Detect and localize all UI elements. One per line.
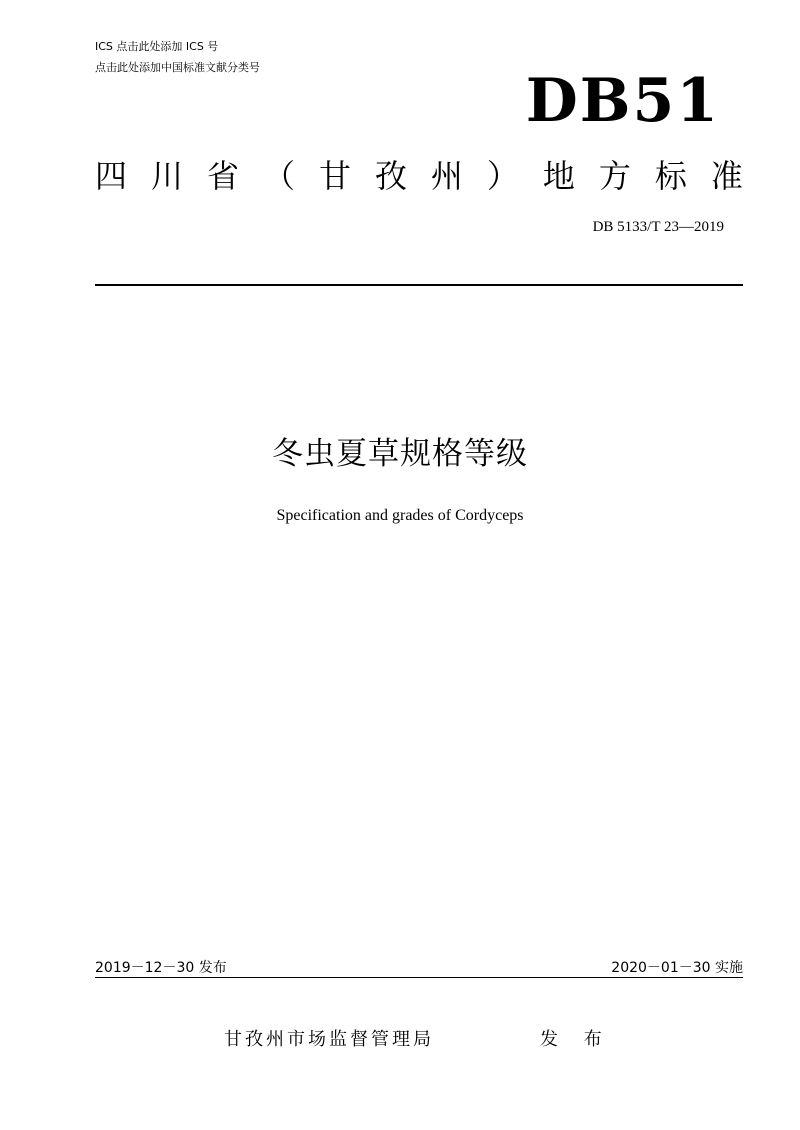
standard-type-char: 地 [542, 157, 575, 195]
standard-type-char: 省 [206, 157, 239, 195]
standard-type-char: ） [486, 157, 519, 195]
ics-number-placeholder: ICS 点击此处添加 ICS 号 [95, 40, 219, 53]
document-title-english: Specification and grades of Cordyceps [276, 507, 524, 524]
standard-type-char: 孜 [374, 157, 407, 195]
publisher-name: 甘孜州市场监督管理局 [224, 1029, 434, 1050]
standard-number: DB 5133/T 23—2019 [592, 219, 724, 235]
standard-type-char: 方 [598, 157, 631, 195]
standard-type-heading [95, 152, 743, 200]
standard-type-char: 标 [654, 157, 687, 195]
header-divider [95, 284, 743, 286]
standard-type-char: 准 [710, 157, 743, 195]
db-code-logo: DB51 [525, 66, 720, 136]
issue-date: 2019－12－30 发布 [95, 960, 227, 976]
standard-type-char: 州 [430, 157, 463, 195]
publish-label: 发 布 [540, 1029, 612, 1050]
footer-divider [95, 977, 743, 978]
classification-number-placeholder: 点击此处添加中国标准文献分类号 [95, 61, 260, 74]
standard-type-char: 四 [95, 157, 128, 195]
standard-type-char: 川 [150, 157, 183, 195]
standard-type-char: （ [262, 157, 295, 195]
implementation-date: 2020－01－30 实施 [611, 960, 743, 976]
document-title-chinese: 冬虫夏草规格等级 [272, 436, 528, 472]
standard-type-char: 甘 [318, 157, 351, 195]
